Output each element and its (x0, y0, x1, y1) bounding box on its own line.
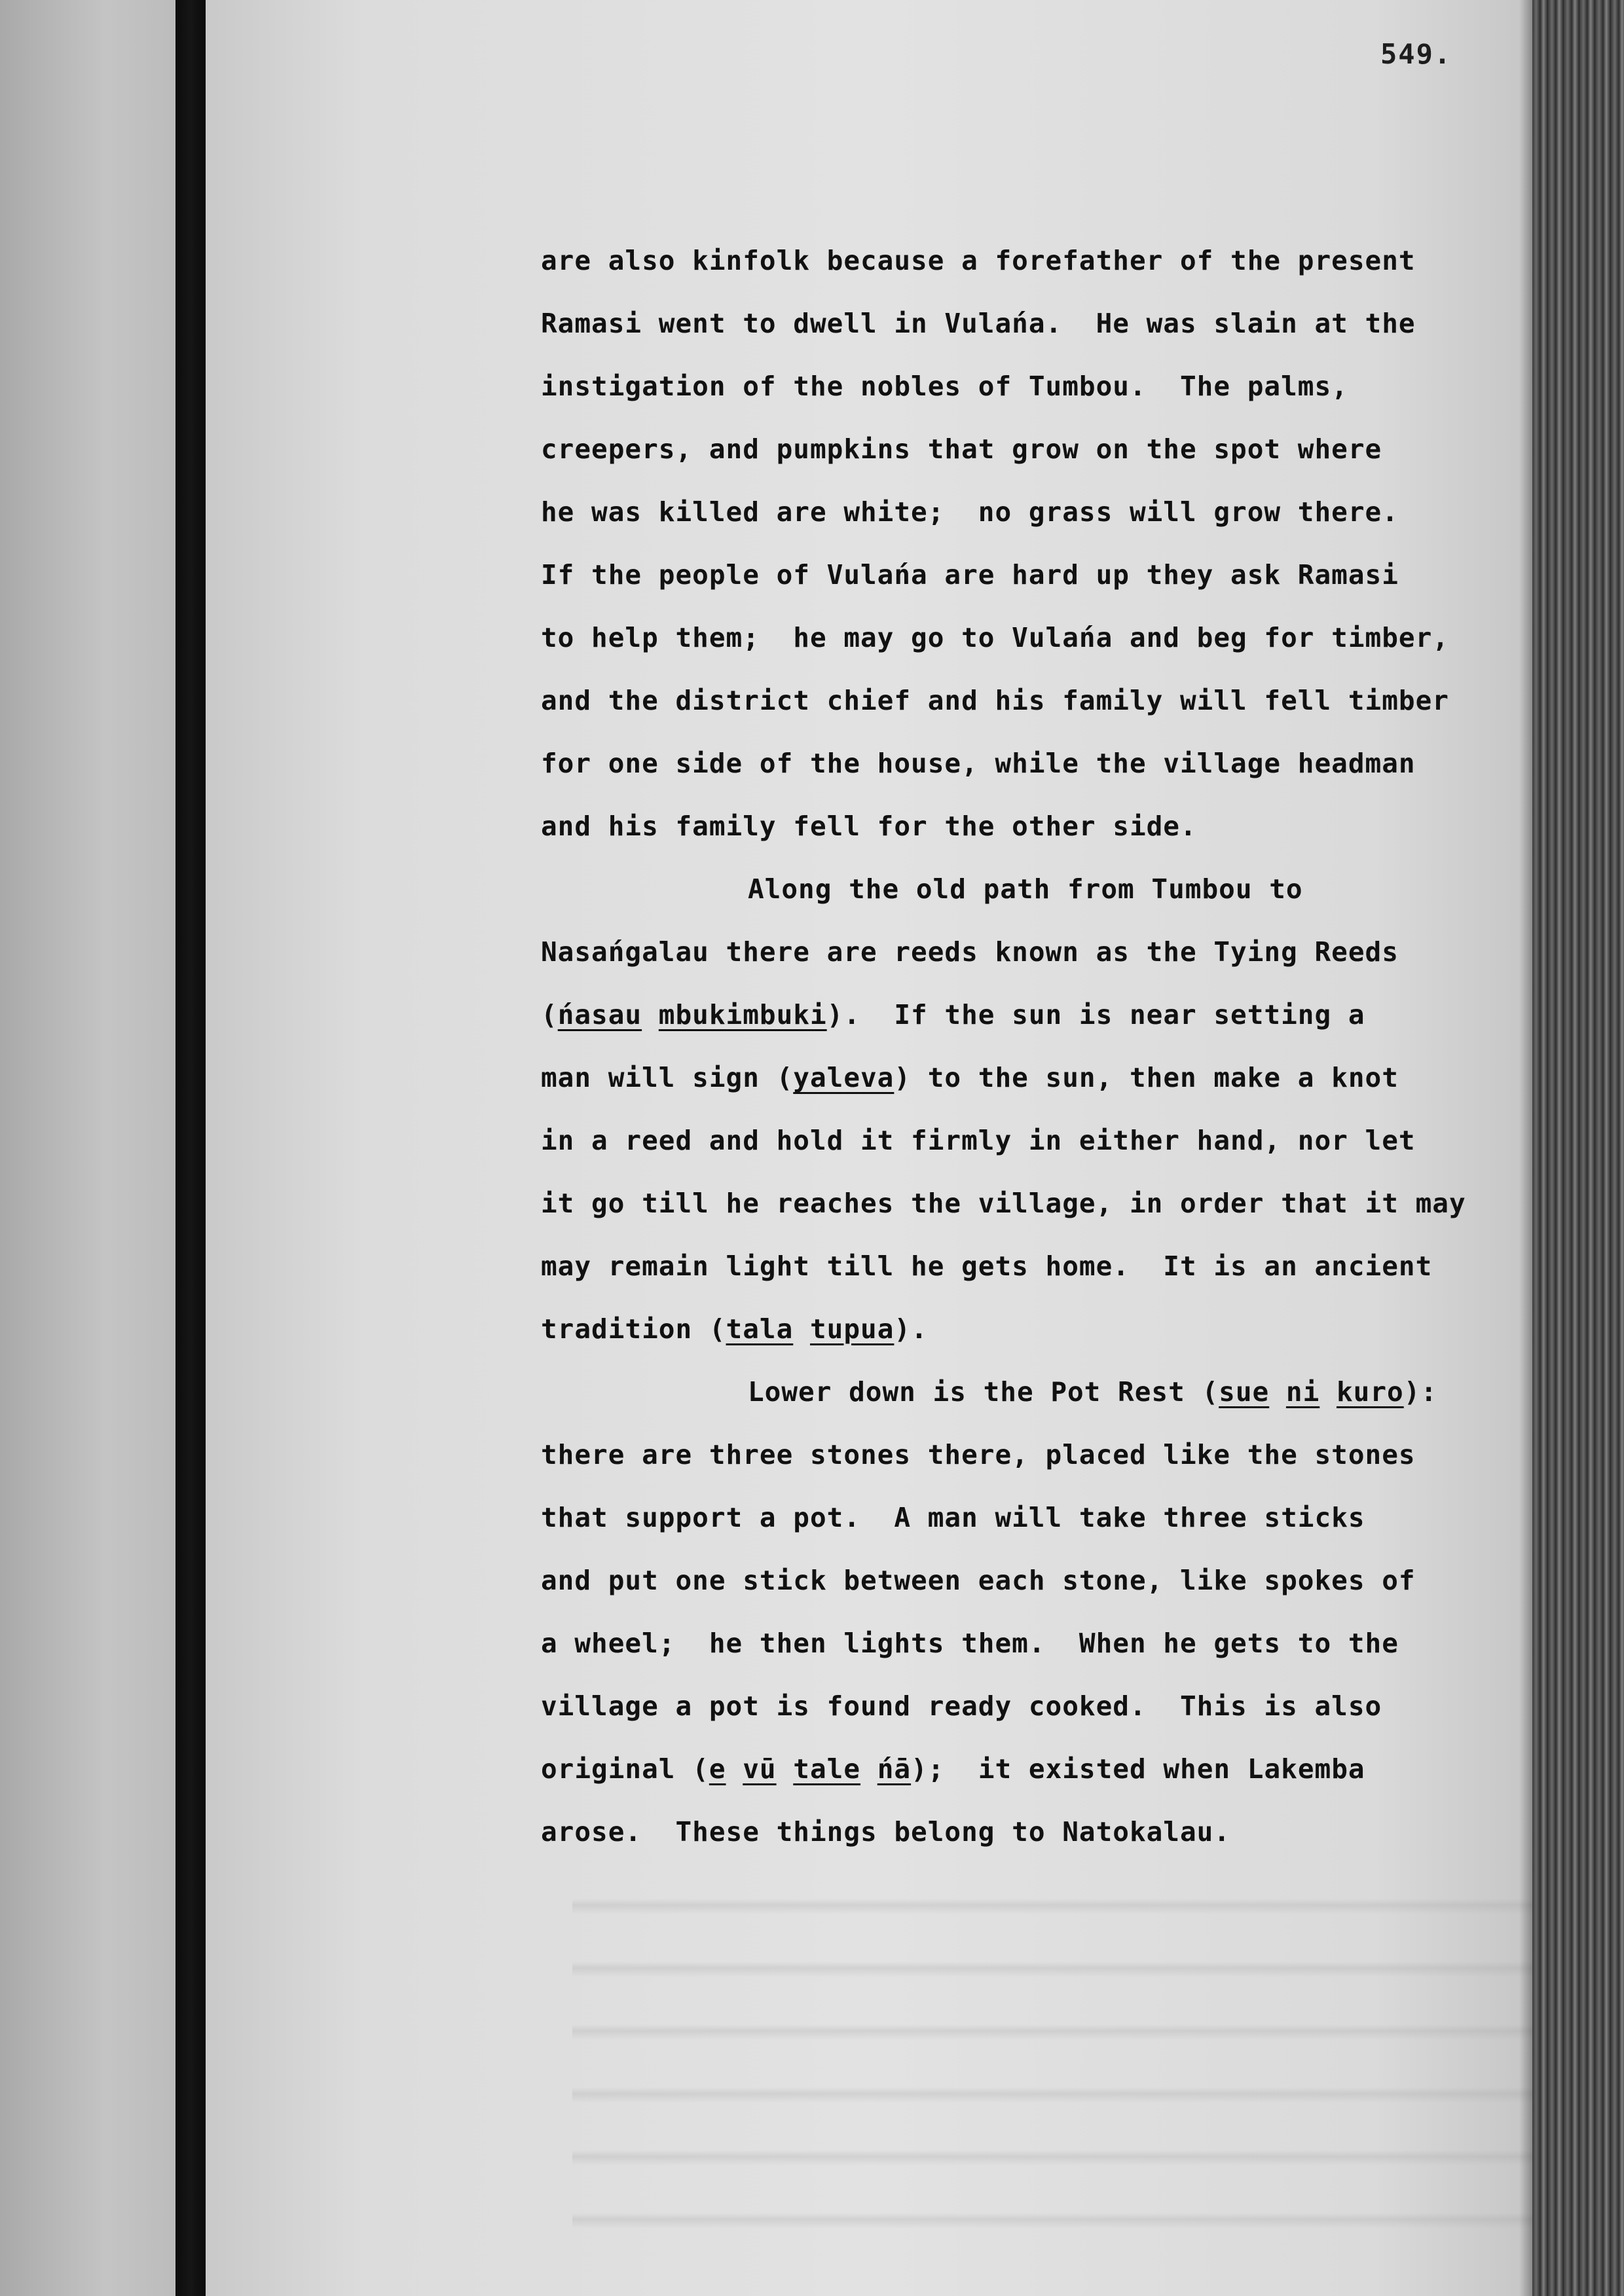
text-segment: for one side of the house, while the village headman (541, 748, 1416, 779)
text-segment: to help them; he may go to Vulańa and beg for timber, (541, 622, 1449, 653)
underlined-term: vū (743, 1753, 777, 1785)
underlined-term: tala (726, 1313, 794, 1345)
text-line (541, 858, 1536, 920)
text-line (541, 1800, 1536, 1863)
text-line (541, 292, 1536, 355)
text-line (541, 481, 1536, 543)
text-segment (793, 1313, 810, 1345)
text-segment (726, 1753, 743, 1785)
text-segment: it go till he reaches the village, in order that it may (541, 1188, 1466, 1219)
text-line (541, 732, 1536, 795)
page-stack-edge (1532, 0, 1624, 2296)
text-segment: may remain light till he gets home. It is an ancient (541, 1250, 1433, 1282)
underlined-term: kuro (1336, 1376, 1404, 1408)
binding-gutter (175, 0, 206, 2296)
text-segment: original ( (541, 1753, 709, 1785)
text-segment: man will sign ( (541, 1062, 794, 1093)
typed-body-text (541, 229, 1536, 1863)
text-segment: in a reed and hold it firmly in either hand, nor let (541, 1125, 1416, 1156)
text-segment: and the district chief and his family will fell timber (541, 685, 1449, 716)
text-segment (1320, 1376, 1337, 1408)
previous-page-edge (0, 0, 175, 2296)
text-line (541, 606, 1536, 669)
text-line (541, 1046, 1536, 1109)
text-line (541, 1738, 1536, 1800)
text-segment (860, 1753, 877, 1785)
underlined-term: mbukimbuki (658, 999, 827, 1030)
text-segment: Along the old path from Tumbou to (748, 873, 1303, 905)
text-segment: ): (1403, 1376, 1438, 1408)
text-segment: a wheel; he then lights them. When he gets to the (541, 1628, 1399, 1659)
text-segment: ). (894, 1313, 928, 1345)
text-segment: ) to the sun, then make a knot (894, 1062, 1399, 1093)
text-line (541, 1235, 1536, 1298)
text-line (541, 1172, 1536, 1235)
text-segment: ). If the sun is near setting a (826, 999, 1365, 1030)
text-segment (777, 1753, 794, 1785)
show-through-text (572, 1859, 1624, 2265)
text-segment: and his family fell for the other side. (541, 811, 1197, 842)
text-line (541, 1360, 1536, 1423)
text-line (541, 983, 1536, 1046)
underlined-term: yaleva (793, 1062, 895, 1093)
text-segment: Lower down is the Pot Rest ( (748, 1376, 1219, 1408)
text-segment: are also kinfolk because a forefather of the present (541, 245, 1416, 276)
text-segment: that support a pot. A man will take three sticks (541, 1502, 1365, 1533)
underlined-term: ni (1285, 1376, 1320, 1408)
underlined-term: tale (793, 1753, 861, 1785)
text-line (541, 1109, 1536, 1172)
underlined-term: tupua (809, 1313, 895, 1345)
text-segment: arose. These things belong to Natokalau. (541, 1816, 1231, 1848)
text-line (541, 1423, 1536, 1486)
text-line (541, 543, 1536, 606)
text-segment (642, 999, 659, 1030)
text-line (541, 418, 1536, 481)
text-line (541, 229, 1536, 292)
underlined-term: ńasau (557, 999, 642, 1030)
text-segment: and put one stick between each stone, like spokes of (541, 1565, 1416, 1596)
text-segment (1269, 1376, 1286, 1408)
text-segment: Nasańgalau there are reeds known as the Tying Reeds (541, 936, 1399, 968)
text-line (541, 1486, 1536, 1549)
underlined-term: ńā (877, 1753, 912, 1785)
text-line (541, 920, 1536, 983)
text-segment: instigation of the nobles of Tumbou. The palms, (541, 371, 1348, 402)
underlined-term: sue (1219, 1376, 1270, 1408)
text-segment: village a pot is found ready cooked. This is also (541, 1690, 1382, 1722)
text-line (541, 1298, 1536, 1360)
text-line (541, 795, 1536, 858)
text-line (541, 1549, 1536, 1612)
underlined-term: e (709, 1753, 726, 1785)
text-line (541, 355, 1536, 418)
text-segment: he was killed are white; no grass will grow there. (541, 496, 1399, 528)
text-segment: If the people of Vulańa are hard up they ask Ramasi (541, 559, 1399, 591)
text-segment: ( (541, 999, 558, 1030)
text-segment: ); it existed when Lakemba (911, 1753, 1365, 1785)
text-line (541, 1612, 1536, 1675)
text-segment: tradition ( (541, 1313, 726, 1345)
text-line (541, 669, 1536, 732)
text-line (541, 1675, 1536, 1738)
page-number: 549. (1380, 38, 1452, 70)
text-segment: there are three stones there, placed like the stones (541, 1439, 1416, 1470)
text-segment: Ramasi went to dwell in Vulańa. He was slain at the (541, 308, 1416, 339)
text-segment: creepers, and pumpkins that grow on the spot where (541, 433, 1382, 465)
